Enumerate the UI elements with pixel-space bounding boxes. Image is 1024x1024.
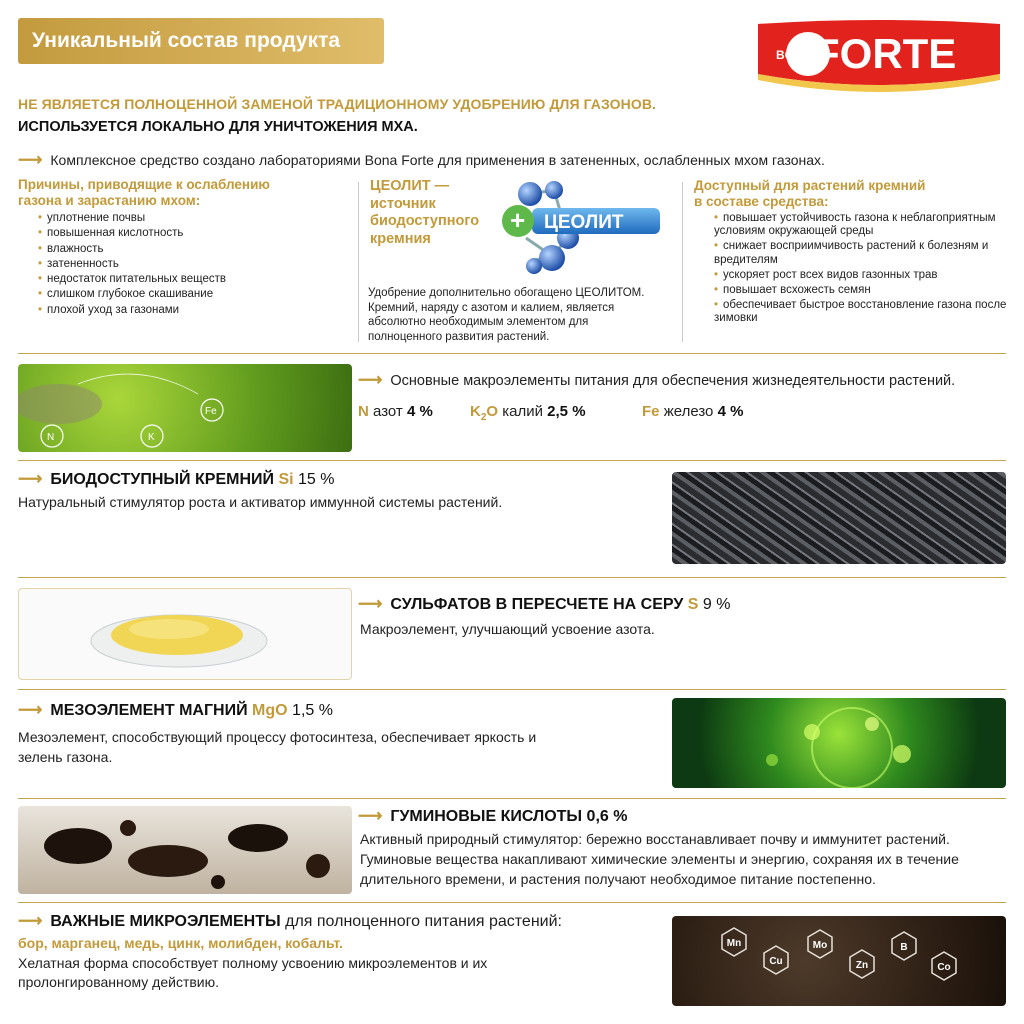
humic-droplets-image: [18, 806, 352, 894]
sulfur-dish-image: [18, 588, 352, 680]
si-heading: ⟶ БИОДОСТУПНЫЙ КРЕМНИЙ Si 15 %: [18, 469, 335, 488]
arrow-icon: ⟶: [18, 911, 43, 930]
magnesium-heading: ⟶ МЕЗОЭЛЕМЕНТ МАГНИЙ MgO 1,5 %: [18, 700, 333, 719]
list-item: • повышает устойчивость газона к неблагоприятным условиям окружающей среды: [714, 212, 1014, 238]
silicon-column: [694, 178, 1014, 326]
arrow-icon: ⟶: [358, 594, 383, 613]
zeolite-text-2: Кремний, наряду с азотом и калием, является: [368, 301, 615, 314]
sulfur-text: Макроэлемент, улучшающий усвоение азота.: [360, 621, 655, 637]
bubble-k: K: [148, 432, 155, 443]
arrow-icon: ⟶: [18, 150, 43, 169]
zeolite-title-4: кремния: [370, 230, 431, 247]
intro-line: [18, 150, 825, 170]
humic-heading: ⟶ ГУМИНОВЫЕ КИСЛОТЫ 0,6 %: [358, 806, 628, 825]
arrow-icon: ⟶: [18, 469, 43, 488]
causes-list: [18, 211, 348, 318]
tag-mn: Mn: [726, 938, 742, 949]
humic-text: Активный природный стимулятор: бережно восстанавливает почву и иммунитет растений. Гуминовые вещества накапливают химические элементы и энергию, сохраняя их в течение длительного времени, и растения получают необходимое питание постепенно.: [360, 831, 959, 887]
nutrient-fe: Fe железо 4 %: [642, 403, 744, 420]
brand-small: BONA: [776, 48, 812, 62]
causes-title-2: газона и зарастанию мхом:: [18, 193, 201, 208]
zeolite-label: ЦЕОЛИТ: [544, 212, 624, 233]
list-item: • снижает восприимчивость растений к болезням и вредителям: [714, 240, 1014, 266]
magnesium-text: Мезоэлемент, способствующий процессу фотосинтеза, обеспечивает яркость и зелень газона.: [18, 729, 537, 765]
divider: [18, 460, 1006, 461]
bubble-fe: Fe: [205, 406, 217, 417]
warning-text: НЕ ЯВЛЯЕТСЯ ПОЛНОЦЕННОЙ ЗАМЕНОЙ ТРАДИЦИОННОМУ УДОБРЕНИЮ ДЛЯ ГАЗОНОВ.: [18, 96, 657, 112]
tag-zn: Zn: [855, 960, 869, 971]
nutrient-k: $K_2O$ калий 2,5 %: [470, 403, 586, 423]
tag-mo: Mo: [812, 940, 828, 951]
divider: [18, 689, 1006, 690]
moss-image: [18, 364, 352, 452]
zeolite-text-3: абсолютно необходимым элементом для: [368, 316, 589, 328]
zeolite-column: [368, 178, 678, 348]
tag-cu: Cu: [769, 956, 783, 967]
arrow-icon: ⟶: [358, 806, 383, 825]
silicon-title-1: Доступный для растений кремний: [694, 178, 926, 193]
header-badge: Уникальный состав продукта: [18, 18, 384, 64]
list-item: • недостаток питательных веществ: [38, 272, 348, 287]
zeolite-stones-image: [672, 472, 1006, 564]
sulfur-heading: ⟶ СУЛЬФАТОВ В ПЕРЕСЧЕТЕ НА СЕРУ S 9 %: [358, 594, 731, 613]
micro-heading: ⟶ ВАЖНЫЕ МИКРОЭЛЕМЕНТЫ для полноценного питания растений:: [18, 911, 562, 930]
arrow-icon: ⟶: [18, 700, 43, 719]
divider: [18, 798, 1006, 799]
micro-list: бор, марганец, медь, цинк, молибден, кобальт.: [18, 935, 343, 951]
tag-co: Co: [937, 962, 951, 973]
tag-b: B: [900, 942, 908, 953]
zeolite-title-3: биодоступного: [370, 213, 480, 229]
divider: [18, 353, 1006, 354]
plus-sign: +: [510, 205, 526, 235]
micro-text: Хелатная форма способствует полному усвоению микроэлементов и их пролонгированному действию.: [18, 955, 488, 990]
silicon-list: [694, 212, 1014, 326]
divider: [358, 182, 359, 342]
divider: [18, 577, 1006, 578]
zeolite-text-1: Удобрение дополнительно обогащено ЦЕОЛИТОМ.: [368, 287, 645, 299]
causes-column: [18, 177, 348, 318]
list-item: • повышает всхожесть семян: [714, 284, 1014, 297]
list-item: • плохой уход за газонами: [38, 303, 348, 318]
usage-text: ИСПОЛЬЗУЕТСЯ ЛОКАЛЬНО ДЛЯ УНИЧТОЖЕНИЯ МХА.: [18, 119, 418, 135]
list-item: • ускоряет рост всех видов газонных трав: [714, 269, 1014, 282]
zeolite-text-4: полноценного развития растений.: [368, 330, 550, 343]
causes-title-1: Причины, приводящие к ослаблению: [18, 177, 270, 192]
list-item: • слишком глубокое скашивание: [38, 287, 348, 302]
brand-logo: [754, 18, 1004, 96]
si-text: Натуральный стимулятор роста и активатор иммунной системы растений.: [18, 494, 503, 510]
soil-image: [672, 916, 1006, 1006]
zeolite-molecule-icon: [496, 178, 666, 278]
divider: [682, 182, 683, 342]
brand-big: FORTE: [814, 30, 957, 77]
zeolite-title-1: ЦЕОЛИТ —: [370, 178, 450, 194]
list-item: • повышенная кислотность: [38, 226, 348, 241]
chlorophyll-image: [672, 698, 1006, 788]
list-item: • уплотнение почвы: [38, 211, 348, 226]
nutrient-n: N азот 4 %: [358, 403, 433, 420]
list-item: • обеспечивает быстрое восстановление газона после зимовки: [714, 299, 1014, 325]
intro-text: Комплексное средство создано лабораториями Bona Forte для применения в затененных, ослабленных мхом газонах.: [50, 152, 825, 168]
macro-title: ⟶ Основные макроэлементы питания для обеспечения жизнедеятельности растений.: [358, 370, 956, 389]
list-item: • влажность: [38, 242, 348, 257]
bubble-n: N: [47, 432, 55, 443]
list-item: • затененность: [38, 257, 348, 272]
arrow-icon: ⟶: [358, 370, 383, 389]
silicon-title-2: в составе средства:: [694, 194, 829, 209]
divider: [18, 902, 1006, 903]
zeolite-title-2: источник: [370, 195, 436, 212]
